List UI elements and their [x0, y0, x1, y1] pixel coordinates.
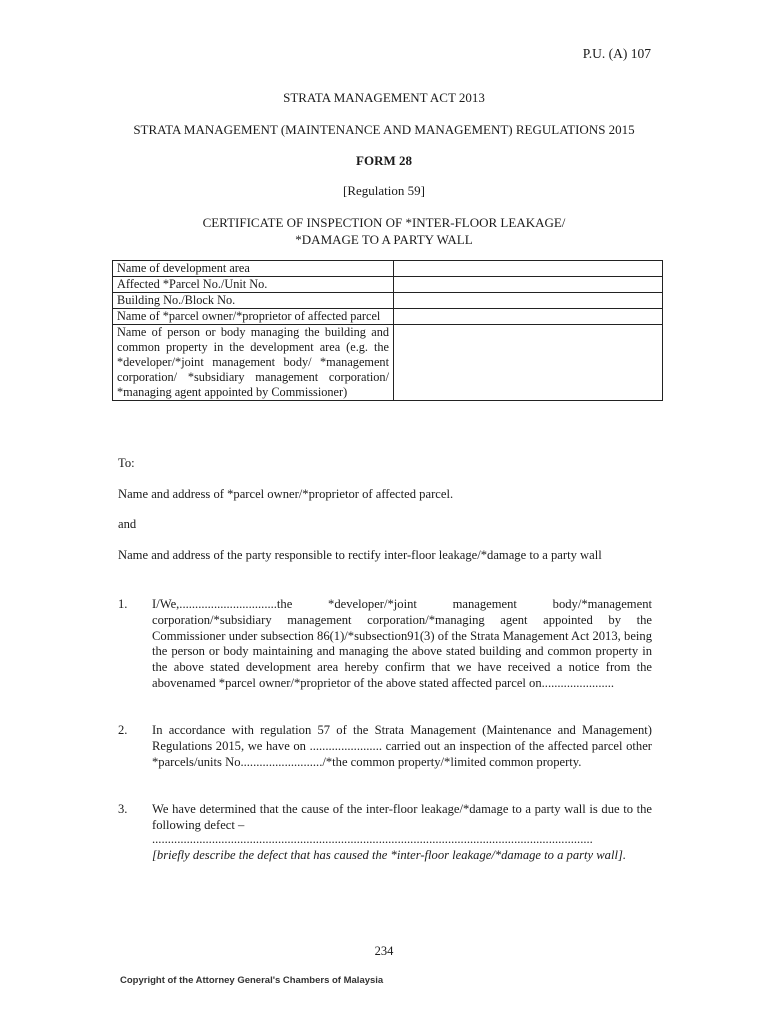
item-number: 3.: [118, 802, 128, 816]
regulations-title: STRATA MANAGEMENT (MAINTENANCE AND MANAGEMENT) REGULATIONS 2015: [133, 122, 635, 137]
item-text: We have determined that the cause of the inter-floor leakage/*damage to a party wall is due to the following defect –: [152, 802, 652, 832]
table-value: [394, 261, 663, 277]
table-value: [394, 293, 663, 309]
item-text: I/We,...............................the *developer/*joint management body/*management corporation/*subsidiary management corporation/*managing agent appointed by the Commissioner under subsection 86(1)/*subsection91(3) of the Strata Management Act 2013, being the person or body maintaining and managing the above stated building and common property in the above stated development area hereby confirm that we have received a notice from the abovenamed *parcel owner/*proprietor of the above stated affected parcel on.......................: [152, 597, 652, 690]
table-value: [394, 277, 663, 293]
item-text: In accordance with regulation 57 of the Strata Management (Maintenance and Management) Regulations 2015, we have on ....................... carried out an inspection of the affected parcel other *parcels/units No........................../*the common property/*limited common property.: [152, 723, 652, 769]
table-row: [113, 277, 663, 293]
copyright-notice: Copyright of the Attorney General's Chambers of Malaysia: [120, 975, 384, 986]
table-value: [394, 325, 663, 401]
item-number: 2.: [118, 723, 128, 737]
certificate-title-line2: *DAMAGE TO A PARTY WALL: [295, 232, 473, 247]
to-label: To:: [118, 456, 135, 470]
table-label: Name of *parcel owner/*proprietor of affected parcel: [113, 309, 394, 325]
table-label: Building No./Block No.: [113, 293, 394, 309]
table-row: [113, 293, 663, 309]
act-title: STRATA MANAGEMENT ACT 2013: [283, 90, 485, 105]
particulars-table: [112, 260, 663, 401]
table-row: [113, 261, 663, 277]
certificate-title-line1: CERTIFICATE OF INSPECTION OF *INTER-FLOOR LEAKAGE/: [202, 215, 566, 230]
table-row: [113, 325, 663, 401]
defect-dotted-line: ............................................................................................................................................: [152, 832, 593, 846]
pu-number: P.U. (A) 107: [582, 46, 651, 61]
table-label: Name of person or body managing the building and common property in the development area (e.g. the *developer/*joint management body/ *management corporation/ *subsidiary management corporation/ *managing agent appointed by Commissioner): [113, 325, 394, 401]
form-title: FORM 28: [356, 153, 412, 168]
owner-address-line: Name and address of *parcel owner/*proprietor of affected parcel.: [118, 487, 454, 501]
and-text: and: [118, 517, 137, 531]
table-label: Affected *Parcel No./Unit No.: [113, 277, 394, 293]
regulation-reference: [Regulation 59]: [343, 183, 425, 198]
table-row: [113, 309, 663, 325]
item-number: 1.: [118, 597, 128, 611]
table-value: [394, 309, 663, 325]
page-number: 234: [374, 944, 394, 958]
party-address-line: Name and address of the party responsible to rectify inter-floor leakage/*damage to a party wall: [118, 548, 602, 562]
defect-instruction: [briefly describe the defect that has caused the *inter-floor leakage/*damage to a party wall].: [152, 848, 627, 862]
table-label: Name of development area: [113, 261, 394, 277]
